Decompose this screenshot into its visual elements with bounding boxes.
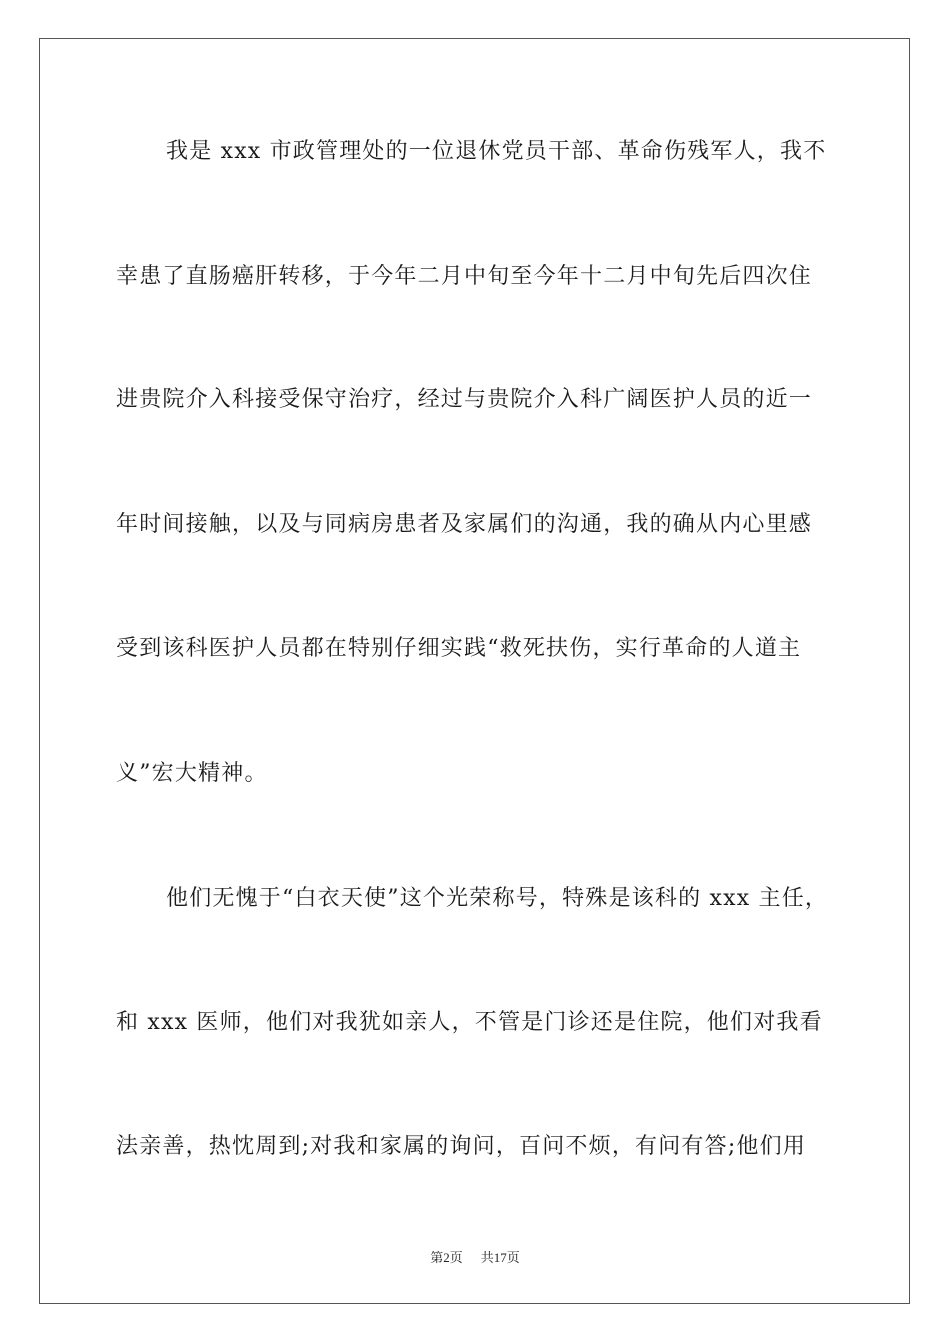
paragraph-line: 我是 xxx 市政管理处的一位退休党员干部、革命伤残军人，我不 <box>166 139 827 164</box>
page-footer <box>0 1247 950 1266</box>
paragraph-line: 受到该科医护人员都在特别仔细实践“救死扶伤，实行革命的人道主 <box>116 636 802 661</box>
paragraph-line: 法亲善，热忱周到;对我和家属的询问，百问不烦，有问有答;他们用 <box>116 1134 807 1159</box>
paragraph-line: 义”宏大精神。 <box>116 761 268 786</box>
paragraph-line: 年时间接触，以及与同病房患者及家属们的沟通，我的确从内心里感 <box>116 512 813 537</box>
paragraph-line: 幸患了直肠癌肝转移，于今年二月中旬至今年十二月中旬先后四次住 <box>116 264 813 289</box>
paragraph-line: 和 xxx 医师，他们对我犹如亲人，不管是门诊还是住院，他们对我看 <box>116 1010 823 1035</box>
paragraph-line: 他们无愧于“白衣天使”这个光荣称号，特殊是该科的 xxx 主任， <box>166 886 829 911</box>
paragraph-line: 进贵院介入科接受保守治疗，经过与贵院介入科广阔医护人员的近一 <box>116 387 813 412</box>
page-number: 第2页 <box>430 1250 463 1265</box>
page-total: 共17页 <box>480 1250 520 1265</box>
page-border <box>39 38 910 1304</box>
